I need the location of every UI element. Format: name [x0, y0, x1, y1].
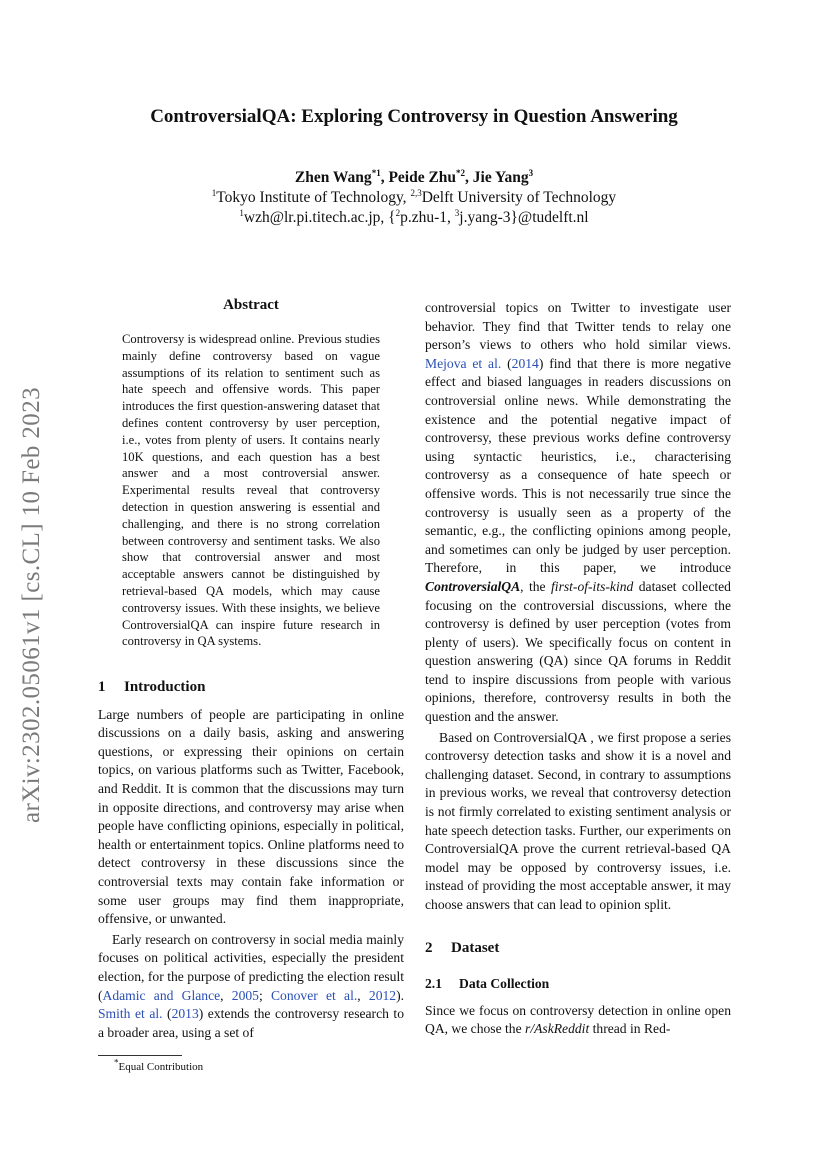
citation-link[interactable]: 2013 — [171, 1006, 199, 1022]
author-block — [80, 168, 748, 228]
abstract-heading: Abstract — [223, 297, 279, 313]
intro-paragraph-1: Large numbers of people are participating in online discussions on a daily basis, asking and answering questions, or expressing their opinions on certain topics, on various platforms such as Twitter, Facebook, and Reddit. It is common that the discussions may turn in opposite directions, and controversy may arise when people have conflicting opinions, especially in political, health or entertainment topics. Online platforms need to detect controversy in these discussions since the controversial texts may contain fake information or some user groups may find them inappropriate, offensive, or unwanted. — [98, 706, 404, 927]
author-name: Zhen Wang — [294, 169, 372, 186]
citation-link[interactable]: Conover et al. — [270, 987, 358, 1003]
citation-link[interactable]: Smith et al. — [98, 1006, 163, 1022]
right-column — [425, 299, 731, 1039]
paper-title: ControversialQA: Exploring Controversy in Question Answering — [150, 106, 678, 127]
subsection-heading-data-collection: 2.1 Data Collection — [425, 976, 550, 992]
author-sup: *2 — [456, 167, 466, 178]
footnote-divider — [98, 1055, 182, 1056]
author-names: Zhen Wang$^{*1}$, Peide Zhu$^{*2}$, Jie Yang$^3$ — [294, 167, 534, 186]
abstract-text: Controversy is widespread online. Previous studies mainly define controversy based on vague assumptions of its relation to sentiment such as hate speech and offensive words. This paper introduces the first question-answering dataset that defines content controversy by user perception, i.e., votes from plenty of users. It contains nearly 10K questions, and each question has a best answer and a most controversial answer. Experimental results reveal that controversy detection in question answering is essential and challenging, and there is no strong correlation between controversy and sentiment tasks. We also show that controversial answer and most acceptable answers cannot be distinguished by retrieval-based QA models, which may cause controversy issues. With these insights, we believe ControversialQA can inspire future research in controversy in QA systems. — [122, 332, 380, 649]
section-heading-introduction: 1 Introduction — [98, 679, 206, 695]
citation-link[interactable]: 2005 — [231, 987, 259, 1003]
author-name: Jie Yang — [472, 169, 529, 186]
right-paragraph-1: controversial topics on Twitter to investigate user behavior. They find that Twitter tends to relay one person’s views to others who hold similar views. Mejova et al. (2014) find that there is more negative effect and biased languages in readers discussions on controversial online news. While demonstrating the existence and the potential negative impact of controversy, these previous works define controversy using syntactic heuristics, i.e., characterising controversy as a consequence of hate speech or offensive words. This is not necessarily true since the controversy is usually seen as a property of the semantic, e.g., the conflicting opinions among people, and sometimes can only be judged by user perception. Therefore, in this paper, we introduce ControversialQA, the first-of-its-kind dataset collected focusing on the controversial discussions, where the controversy is defined by user perception (votes from plenty of users). We specifically focus on content in question answering (QA) since QA forums in Reddit tend to inspire discussions from people with various opinions, therefore, controversy results in both the question and the answer. — [425, 300, 731, 725]
footnote: *Equal Contribution — [114, 1057, 204, 1073]
author-emails: $^1$wzh@lr.pi.titech.ac.jp, {$^2$p.zhu-1, $^3$j.yang-3}@tudelft.nl — [239, 207, 589, 226]
right-paragraph-3: Since we focus on controversy detection in online open QA, we chose the r/AskReddit thread in Red- — [425, 1002, 731, 1037]
arxiv-identifier-sidebar — [17, 355, 47, 855]
section-heading-dataset: 2 Dataset — [425, 939, 500, 956]
arxiv-identifier[interactable]: arXiv:2302.05061v1 [cs.CL] 10 Feb 2023 — [18, 387, 45, 823]
dataset-name-emphasis: ControversialQA — [425, 578, 521, 594]
citation-link[interactable]: Adamic and Glance — [102, 987, 221, 1003]
right-paragraph-2: Based on ControversialQA , we first propose a series controversy detection tasks and show it is a novel and challenging dataset. Second, in contrary to assumptions in previous works, we reveal that controversy detection is not firmly correlated to existing sentiment analysis or hate speech detection tasks. Further, our experiments on ControversialQA prove the current retrieval-based QA model may be opposed by controversy issues, i.e. instead of providing the most acceptable answer, it may choose answers that can lead to opinion split. — [425, 729, 731, 912]
author-sup: 3 — [528, 167, 534, 178]
author-name: Peide Zhu — [388, 169, 457, 186]
intro-paragraph-2: Early research on controversy in social media mainly focuses on political activities, especially the president election, for the purpose of predicting the election result (Adamic and Glance, 2005; Conover et al., 2012). Smith et al. (2013) extends the controversy research to a broader area, using a set of — [98, 931, 405, 1040]
intro-section — [98, 678, 404, 1042]
citation-link[interactable]: Mejova et al. — [425, 355, 502, 371]
affiliations: $^1$Tokyo Institute of Technology, $^{2,3}$Delft University of Technology — [211, 187, 617, 206]
citation-link[interactable]: 2014 — [511, 355, 539, 371]
citation-link[interactable]: 2012 — [368, 987, 397, 1003]
author-sup: *1 — [371, 167, 381, 178]
